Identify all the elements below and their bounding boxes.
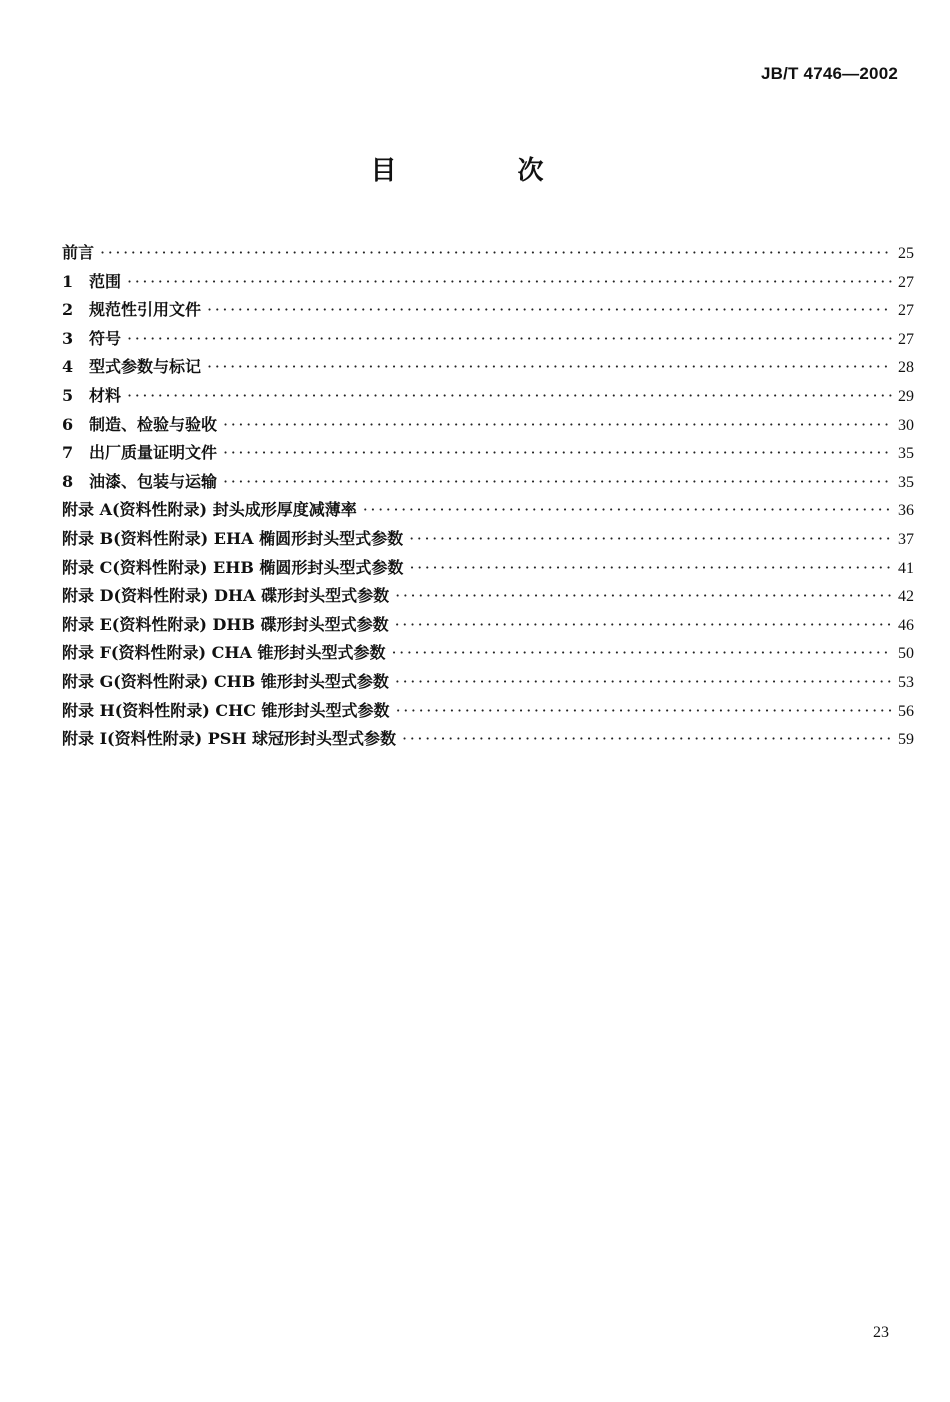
toc-entry-title: 6 制造、检验与验收 <box>62 414 218 434</box>
toc-leader-dots <box>223 472 892 491</box>
table-of-contents <box>62 240 914 755</box>
toc-entry-title: 附录 C(资料性附录) EHB 椭圆形封头型式参数 <box>62 557 404 577</box>
standard-code: JB/T 4746—2002 <box>761 64 898 83</box>
toc-page-number: 30 <box>898 416 914 434</box>
toc-entry[interactable] <box>62 297 914 326</box>
toc-entry[interactable] <box>62 240 914 269</box>
toc-leader-dots <box>395 615 892 634</box>
toc-leader-dots <box>207 357 892 376</box>
toc-entry[interactable] <box>62 440 914 469</box>
toc-entry-title: 7 出厂质量证明文件 <box>62 443 218 463</box>
toc-entry-title: 1 范围 <box>62 271 122 291</box>
toc-entry-title: 8 油漆、包装与运输 <box>62 471 218 491</box>
toc-page-number: 46 <box>898 616 914 634</box>
toc-appendix-entry[interactable] <box>62 726 914 755</box>
toc-entry-title: 5 材料 <box>62 385 122 405</box>
toc-entry[interactable] <box>62 412 914 441</box>
toc-appendix-entry[interactable] <box>62 669 914 698</box>
toc-leader-dots <box>127 329 892 348</box>
toc-leader-dots <box>409 558 892 577</box>
toc-entry-title: 附录 D(资料性附录) DHA 碟形封头型式参数 <box>62 586 390 606</box>
toc-leader-dots <box>395 586 892 605</box>
toc-page-number: 53 <box>898 673 914 691</box>
toc-leader-dots <box>207 300 892 319</box>
toc-entry-title: 附录 E(资料性附录) DHB 碟形封头型式参数 <box>62 614 389 634</box>
toc-leader-dots <box>127 272 892 291</box>
toc-leader-dots <box>391 643 892 662</box>
toc-leader-dots <box>409 529 892 548</box>
toc-page-number: 56 <box>898 702 914 720</box>
toc-entry-title: 附录 I(资料性附录) PSH 球冠形封头型式参数 <box>62 729 397 749</box>
toc-leader-dots <box>223 415 892 434</box>
toc-leader-dots <box>100 243 892 262</box>
page-number: 23 <box>873 1324 889 1341</box>
toc-entry[interactable] <box>62 269 914 298</box>
toc-appendix-entry[interactable] <box>62 526 914 555</box>
toc-appendix-entry[interactable] <box>62 698 914 727</box>
toc-page-number: 35 <box>898 445 914 463</box>
toc-page-number: 35 <box>898 473 914 491</box>
toc-entry[interactable] <box>62 354 914 383</box>
toc-page-number: 41 <box>898 559 914 577</box>
page-title: 目 次 <box>370 156 600 186</box>
toc-page-number: 27 <box>898 273 914 291</box>
toc-leader-dots <box>127 386 892 405</box>
toc-page-number: 29 <box>898 387 914 405</box>
toc-leader-dots <box>363 500 892 519</box>
toc-leader-dots <box>395 672 892 691</box>
toc-page-number: 50 <box>898 645 914 663</box>
toc-leader-dots <box>223 443 892 462</box>
toc-entry-title: 附录 A(资料性附录) 封头成形厚度减薄率 <box>62 500 357 520</box>
toc-entry-title: 3 符号 <box>62 328 122 348</box>
toc-entry-title: 附录 F(资料性附录) CHA 锥形封头型式参数 <box>62 643 386 663</box>
toc-appendix-entry[interactable] <box>62 583 914 612</box>
toc-leader-dots <box>396 701 892 720</box>
toc-entry-title: 附录 G(资料性附录) CHB 锥形封头型式参数 <box>62 671 389 691</box>
toc-entry-title: 2 规范性引用文件 <box>62 300 202 320</box>
toc-page-number: 42 <box>898 588 914 606</box>
toc-page-number: 25 <box>898 245 914 262</box>
toc-entry-title: 4 型式参数与标记 <box>62 357 202 377</box>
toc-entry-title: 附录 B(资料性附录) EHA 椭圆形封头型式参数 <box>62 528 404 548</box>
toc-entry[interactable] <box>62 469 914 498</box>
toc-entry[interactable] <box>62 326 914 355</box>
toc-entry-title: 附录 H(资料性附录) CHC 锥形封头型式参数 <box>62 700 390 720</box>
toc-appendix-entry[interactable] <box>62 497 914 526</box>
toc-page-number: 27 <box>898 330 914 348</box>
toc-page-number: 27 <box>898 302 914 320</box>
toc-entry-title: 前言 <box>62 243 95 262</box>
toc-entry[interactable] <box>62 383 914 412</box>
toc-page-number: 37 <box>898 530 914 548</box>
toc-appendix-entry[interactable] <box>62 555 914 584</box>
toc-page-number: 28 <box>898 359 914 377</box>
toc-page-number: 36 <box>898 502 914 520</box>
toc-appendix-entry[interactable] <box>62 612 914 641</box>
toc-appendix-entry[interactable] <box>62 640 914 669</box>
toc-leader-dots <box>402 729 892 748</box>
toc-page-number: 59 <box>898 731 914 749</box>
